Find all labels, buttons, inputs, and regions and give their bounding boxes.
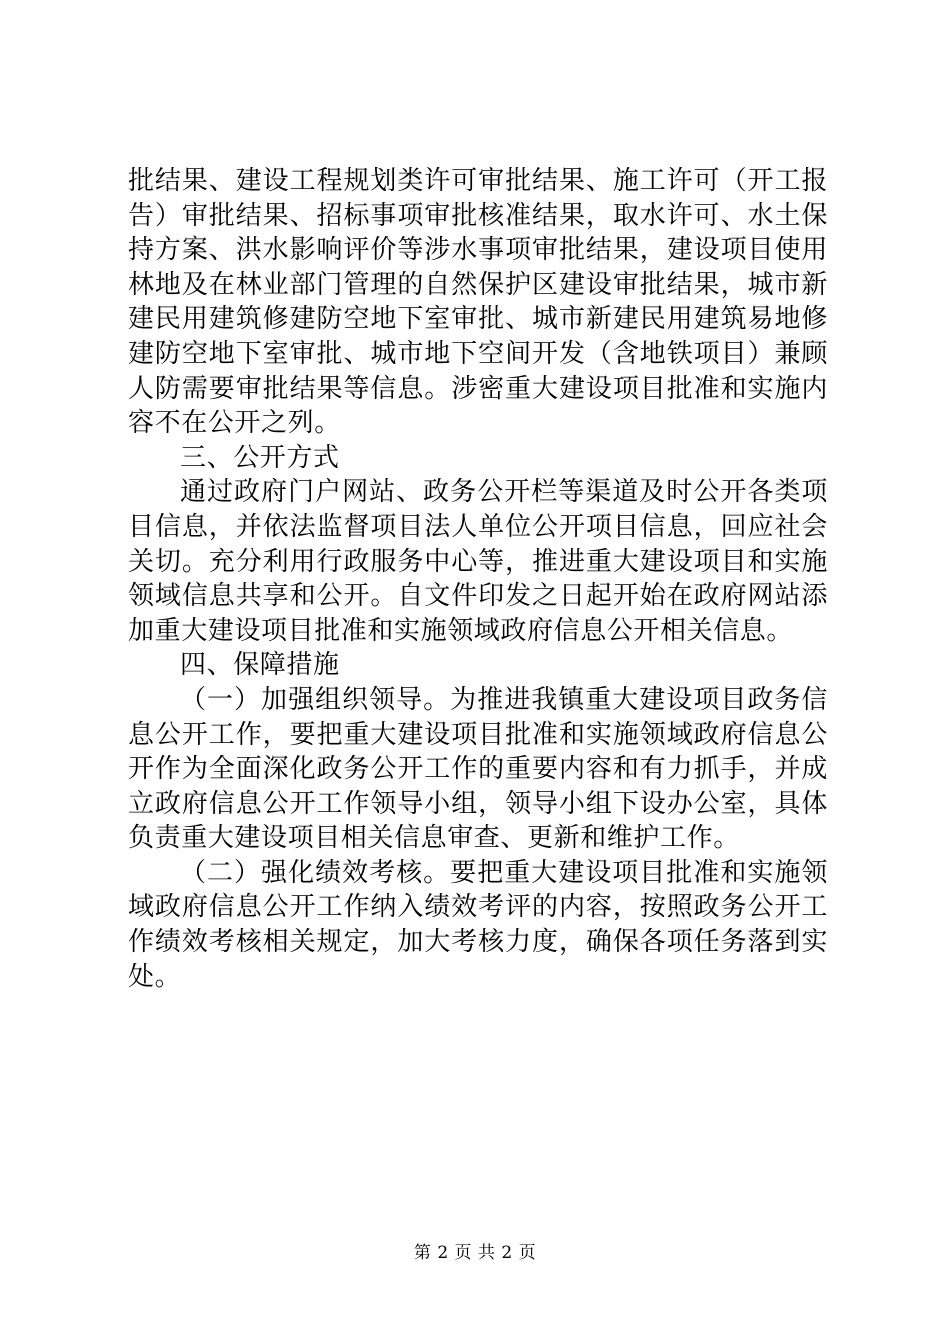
paragraph-disclosure-method: 通过政府门户网站、政务公开栏等渠道及时公开各类项目信息，并依法监督项目法人单位公开项目信息，回应社会关切。充分利用行政服务中心等，推进重大建设项目和实施领域信息共享和公开。自文件印发之日起开始在政府网站添加重大建设项目批准和实施领域政府信息公开相关信息。 — [128, 477, 828, 646]
section-heading-disclosure-method: 三、公开方式 — [180, 442, 340, 473]
paragraph-performance-assessment: （二）强化绩效考核。要把重大建设项目批准和实施领域政府信息公开工作纳入绩效考评的内容，按照政务公开工作绩效考核相关规定，加大考核力度，确保各项任务落到实处。 — [128, 857, 828, 992]
document-body — [128, 164, 828, 994]
section-heading-safeguards: 四、保障措施 — [180, 650, 340, 681]
paragraph-approval-results: 批结果、建设工程规划类许可审批结果、施工许可（开工报告）审批结果、招标事项审批核准结果，取水许可、水土保持方案、洪水影响评价等涉水事项审批结果，建设项目使用林地及在林业部门管理的自然保护区建设审批结果，城市新建民用建筑修建防空地下室审批、城市新建民用建筑易地修建防空地下室审批、城市地下空间开发（含地铁项目）兼顾人防需要审批结果等信息。涉密重大建设项目批准和实施内容不在公开之列。 — [128, 166, 828, 439]
paragraph-organization-leadership: （一）加强组织领导。为推进我镇重大建设项目政务信息公开工作，要把重大建设项目批准和实施领域政府信息公开作为全面深化政务公开工作的重要内容和有力抓手，并成立政府信息公开工作领导小组，领导小组下设办公室，具体负责重大建设项目相关信息审查、更新和维护工作。 — [128, 684, 828, 854]
page-footer — [0, 1242, 950, 1264]
page-number: 第 2 页 共 2 页 — [413, 1243, 537, 1263]
